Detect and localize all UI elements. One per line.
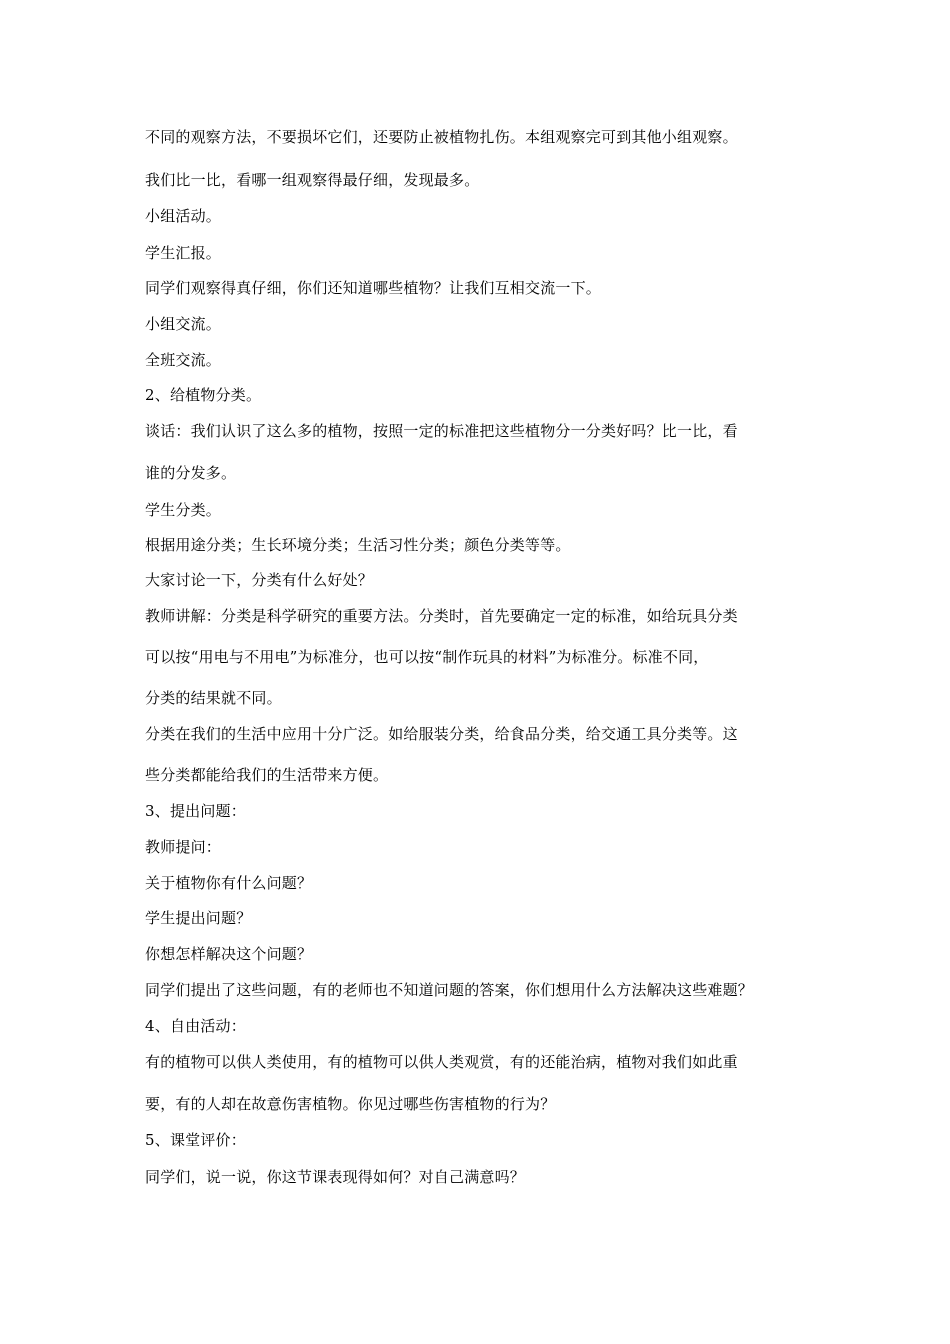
text-line: 有的植物可以供人类使用，有的植物可以供人类观赏，有的还能治病，植物对我们如此重 [145,1053,738,1071]
text-line: 不同的观察方法，不要损坏它们，还要防止被植物扎伤。本组观察完可到其他小组观察。 [145,128,738,146]
text-line: 教师讲解：分类是科学研究的重要方法。分类时，首先要确定一定的标准，如给玩具分类 [145,607,738,625]
text-line: 分类在我们的生活中应用十分广泛。如给服装分类，给食品分类，给交通工具分类等。这 [145,725,738,743]
text-line: 关于植物你有什么问题？ [145,874,313,892]
text-line: 分类的结果就不同。 [145,689,282,707]
text-line: 同学们，说一说，你这节课表现得如何？对自己满意吗？ [145,1168,526,1186]
text-line: 要，有的人却在故意伤害植物。你见过哪些伤害植物的行为？ [145,1095,556,1113]
text-line: 小组交流。 [145,315,222,333]
text-line: 我们比一比，看哪一组观察得最仔细，发现最多。 [145,171,480,189]
text-line: 你想怎样解决这个问题？ [145,945,313,963]
section-heading: 4、自由活动： [145,1017,246,1035]
text-line: 学生提出问题？ [145,909,252,927]
text-line: 根据用途分类；生长环境分类；生活习性分类；颜色分类等等。 [145,536,571,554]
text-line: 学生汇报。 [145,244,222,262]
text-line: 可以按“用电与不用电”为标准分，也可以按“制作玩具的材料”为标准分。标准不同， [145,648,709,666]
text-line: 同学们观察得真仔细，你们还知道哪些植物？让我们互相交流一下。 [145,279,602,297]
section-heading: 2、给植物分类。 [145,386,262,404]
text-line: 学生分类。 [145,501,222,519]
text-line: 些分类都能给我们的生活带来方便。 [145,766,389,784]
text-line: 谈话：我们认识了这么多的植物，按照一定的标准把这些植物分一分类好吗？比一比，看 [145,422,738,440]
section-heading: 3、提出问题： [145,802,246,820]
text-line: 大家讨论一下，分类有什么好处？ [145,571,374,589]
text-line: 小组活动。 [145,207,222,225]
text-line: 全班交流。 [145,351,222,369]
text-line: 谁的分发多。 [145,464,237,482]
text-line: 教师提问： [145,838,222,856]
text-line: 同学们提出了这些问题，有的老师也不知道问题的答案，你们想用什么方法解决这些难题？ [145,981,754,999]
section-heading: 5、课堂评价： [145,1131,246,1149]
